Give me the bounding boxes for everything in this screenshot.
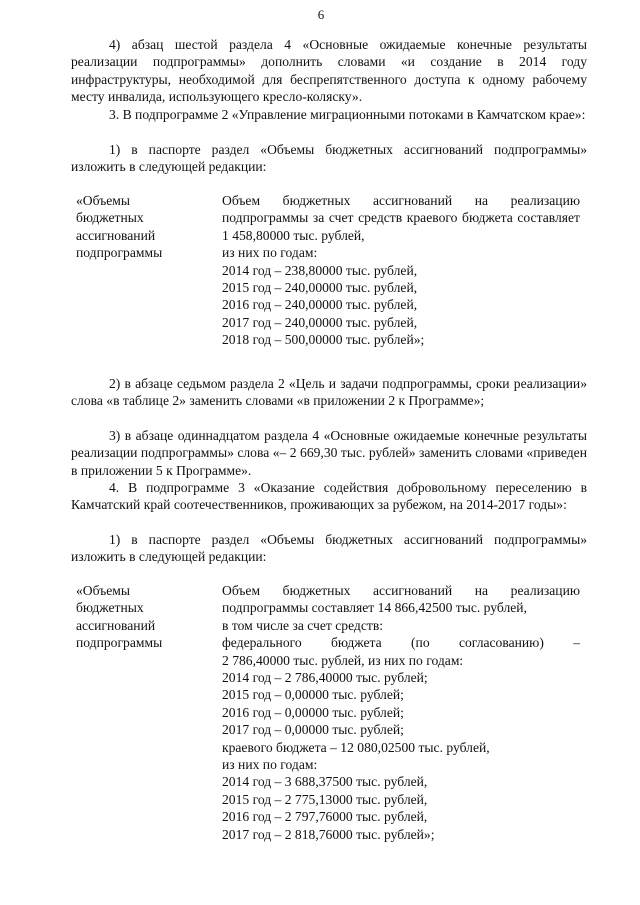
paragraph-passport-1: 1) в паспорте раздел «Объемы бюджетных ассигнований подпрограммы» изложить в следующей редакции: [71,142,587,175]
block1-line: 2018 год – 500,00000 тыс. рублей»; [222,332,425,348]
block2-line: 2017 год – 2 818,76000 тыс. рублей»; [222,826,435,842]
block1-label [76,192,206,262]
block2-line: 2014 год – 2 786,40000 тыс. рублей; [222,670,428,686]
block2-line: 2016 год – 0,00000 тыс. рублей; [222,704,404,720]
block2-label [76,582,206,652]
block2-line: 2015 год – 2 775,13000 тыс. рублей, [222,791,428,807]
paragraph-section-4: 4. В подпрограмме 3 «Оказание содействия добровольному переселению в Камчатский край соотечественников, проживающих за рубежом, на 2014-2017 годы»: [71,480,587,513]
block2-label-line: подпрограммы [76,635,163,651]
block2-line: из них по годам: [222,757,318,773]
block2-line: в том числе за счет средств: [222,617,384,633]
block2-line: краевого бюджета – 12 080,02500 тыс. рублей, [222,739,490,755]
block2-line: 2015 год – 0,00000 тыс. рублей; [222,687,404,703]
block1-intro: Объем бюджетных ассигнований на реализацию подпрограммы за счет средств краевого бюджета составляет 1 458,80000 тыс. рублей, [222,193,580,243]
block2-line: федерального бюджета (по согласованию) – [222,635,580,651]
block2-line: 2017 год – 0,00000 тыс. рублей; [222,722,404,738]
block2-value [222,582,580,843]
block1-line: из них по годам: [222,245,318,261]
paragraph-item-3: 3) в абзаце одиннадцатом раздела 4 «Основные ожидаемые конечные результаты реализации подпрограммы» слова «– 2 669,30 тыс. рублей» заменить словами «приведен в приложении 5 к Программе». [71,428,587,478]
block1-line: 2014 год – 238,80000 тыс. рублей, [222,262,418,278]
paragraph-item-2: 2) в абзаце седьмом раздела 2 «Цель и задачи подпрограммы, сроки реализации» слова «в таблице 2» заменить словами «в приложении 2 к Программе»; [71,376,587,409]
block1-line: 2016 год – 240,00000 тыс. рублей, [222,297,418,313]
block1-label-line: бюджетных [76,210,144,226]
block2-label-line: бюджетных [76,600,144,616]
block2-label-line: «Объемы [76,583,130,598]
block1-label-line: ассигнований [76,227,156,243]
block1-label-line: «Объемы [76,193,130,208]
paragraph-item-4: 4) абзац шестой раздела 4 «Основные ожидаемые конечные результаты реализации подпрограммы» дополнить словами «и создание в 2014 году инфраструктуры, необходимой для беспрепятственного доступа к одному рабочему месту инвалида, использующего кресло-коляску». [71,37,587,105]
page-number: 6 [317,7,325,22]
block1-line: 2015 год – 240,00000 тыс. рублей, [222,280,418,296]
block1-line: 2017 год – 240,00000 тыс. рублей, [222,314,418,330]
paragraph-section-3: 3. В подпрограмме 2 «Управление миграционными потоками в Камчатском крае»: [109,107,586,122]
block2-line: 2 786,40000 тыс. рублей, из них по годам: [222,652,464,668]
block2-line: 2016 год – 2 797,76000 тыс. рублей, [222,809,428,825]
block2-line: 2014 год – 3 688,37500 тыс. рублей, [222,774,428,790]
paragraph-passport-2: 1) в паспорте раздел «Объемы бюджетных ассигнований подпрограммы» изложить в следующей редакции: [71,532,587,565]
block2-label-line: ассигнований [76,617,156,633]
block1-label-line: подпрограммы [76,245,163,261]
block2-intro: Объем бюджетных ассигнований на реализацию подпрограммы составляет 14 866,42500 тыс. рублей, [222,583,580,616]
block1-value [222,192,580,349]
